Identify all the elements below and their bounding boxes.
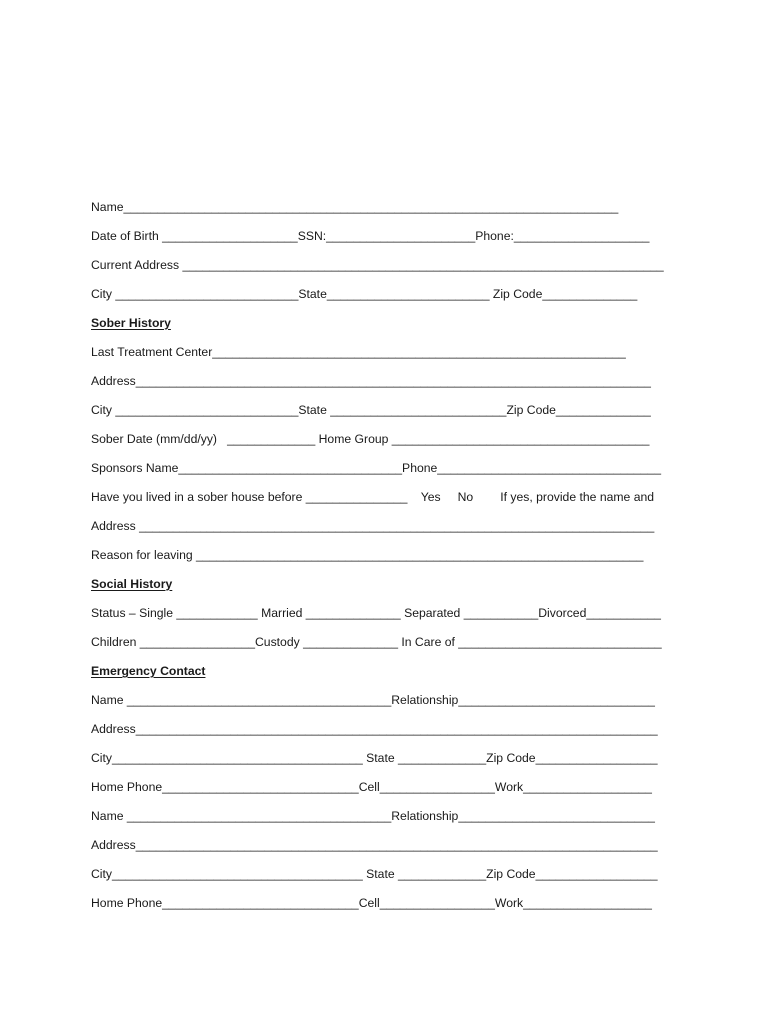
contact-address-row[interactable]: Address_____________________________________________________________________________	[91, 722, 658, 736]
contact-address-row[interactable]: Address_____________________________________________________________________________	[91, 838, 658, 852]
treatment-city-state-zip-row[interactable]: City ___________________________State __________________________Zip Code______________	[91, 403, 651, 417]
reason-for-leaving-row[interactable]: Reason for leaving __________________________________________________________________	[91, 548, 644, 562]
contact-name-relationship-row[interactable]: Name _______________________________________Relationship_____________________________	[91, 809, 655, 823]
contact-city-state-zip-row[interactable]: City_____________________________________ State _____________Zip Code__________________	[91, 867, 658, 881]
dob-ssn-phone-row[interactable]: Date of Birth ____________________SSN:______________________Phone:____________________	[91, 229, 650, 243]
sponsor-name-phone-row[interactable]: Sponsors Name_________________________________Phone_________________________________	[91, 461, 661, 475]
sober-house-address-row[interactable]: Address ____________________________________________________________________________	[91, 519, 655, 533]
sober-history-heading: Sober History	[91, 316, 171, 330]
contact-phones-row[interactable]: Home Phone_____________________________Cell_________________Work___________________	[91, 780, 652, 794]
children-custody-row[interactable]: Children _________________Custody ______________ In Care of ______________________________	[91, 635, 662, 649]
current-address-row[interactable]: Current Address _______________________________________________________________________	[91, 258, 664, 272]
contact-name-relationship-row[interactable]: Name _______________________________________Relationship_____________________________	[91, 693, 655, 707]
treatment-address-row[interactable]: Address____________________________________________________________________________	[91, 374, 651, 388]
sober-date-home-group-row[interactable]: Sober Date (mm/dd/yy) _____________ Home Group ______________________________________	[91, 432, 650, 446]
emergency-contact-heading: Emergency Contact	[91, 664, 206, 678]
city-state-zip-row[interactable]: City ___________________________State________________________ Zip Code______________	[91, 287, 638, 301]
social-history-heading: Social History	[91, 577, 173, 591]
name-field-row[interactable]: Name_________________________________________________________________________	[91, 200, 619, 214]
contact-city-state-zip-row[interactable]: City_____________________________________ State _____________Zip Code__________________	[91, 751, 658, 765]
marital-status-row[interactable]: Status – Single ____________ Married ______________ Separated ___________Divorced___________	[91, 606, 661, 620]
last-treatment-center-row[interactable]: Last Treatment Center_____________________________________________________________	[91, 345, 626, 359]
sober-house-question-row[interactable]: Have you lived in a sober house before _______________ Yes No If yes, provide the name and	[91, 490, 655, 504]
contact-phones-row[interactable]: Home Phone_____________________________Cell_________________Work___________________	[91, 896, 652, 910]
